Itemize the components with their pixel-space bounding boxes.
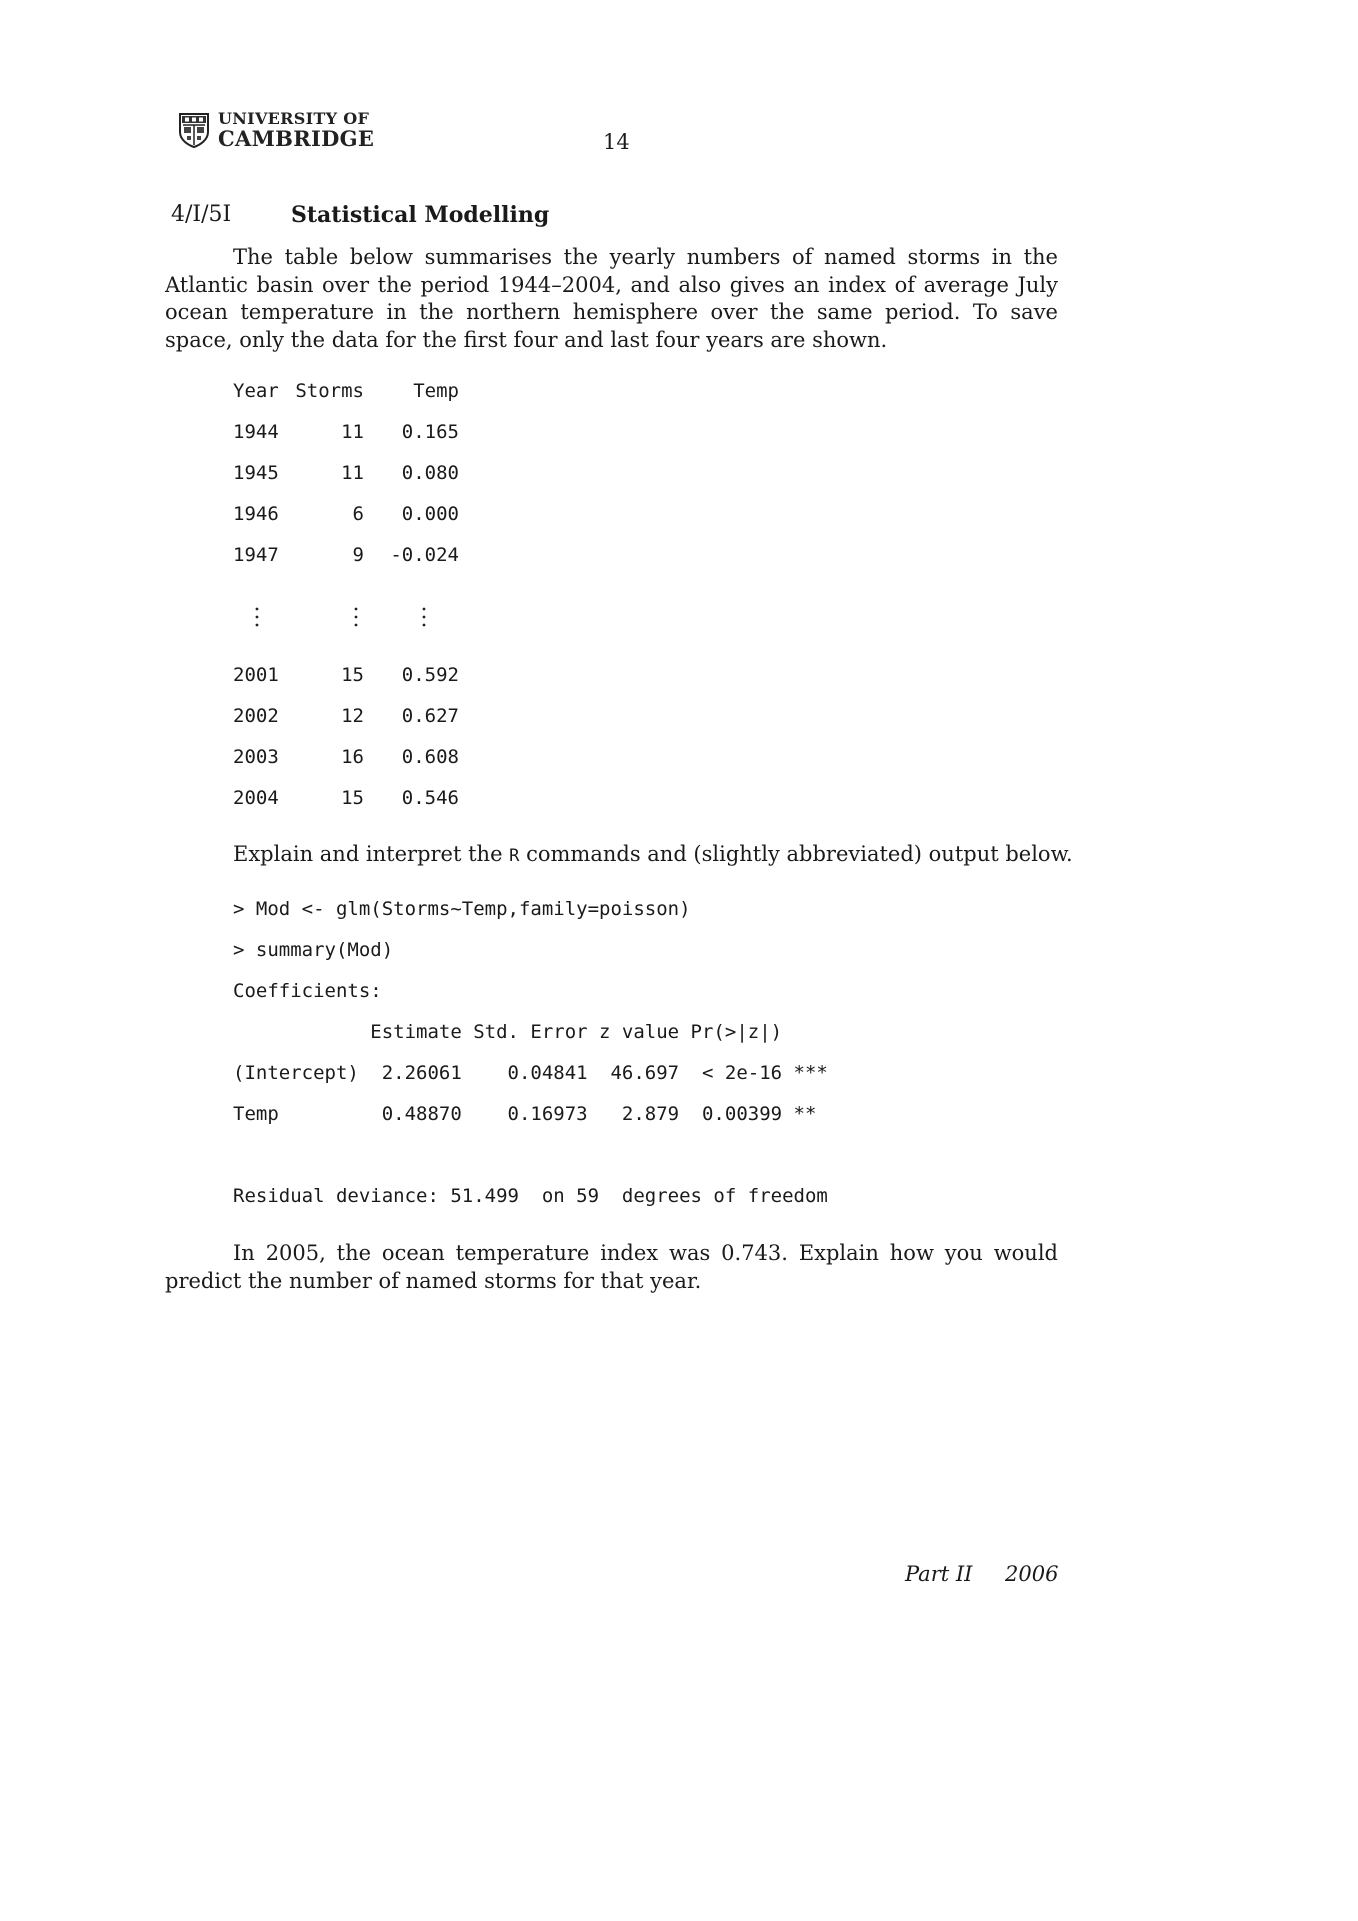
explain-instruction [233, 842, 1073, 866]
explain-text-before: Explain and interpret the [233, 842, 510, 866]
cell-temp: 0.592 [401, 664, 459, 686]
cambridge-crest-icon [178, 112, 210, 148]
cell-temp: 0.608 [401, 746, 459, 768]
cell-year: 2002 [233, 705, 279, 727]
residual-deviance-line: Residual deviance: 51.499 on 59 degrees of freedom [233, 1185, 828, 1207]
vertical-ellipsis-storms [353, 606, 359, 630]
intro-text: The table below summarises the yearly numbers of named storms in the Atlantic basin over the period 1944–2004, and also gives an index of average July ocean temperature in the northern hemisphere over the same period. To save space, only the data for the first four and last four years are shown. [165, 245, 1058, 352]
footer-part: Part II [905, 1562, 973, 1586]
cell-temp: 0.165 [401, 421, 459, 443]
cell-year: 2003 [233, 746, 279, 768]
page-number: 14 [603, 130, 630, 154]
code-line-glm: > Mod <- glm(Storms~Temp,family=poisson) [233, 898, 691, 920]
cell-year: 2001 [233, 664, 279, 686]
footer-year: 2006 [1005, 1562, 1059, 1586]
outro-paragraph [165, 1240, 1058, 1295]
cell-temp: 0.080 [401, 462, 459, 484]
cell-storms: 15 [341, 664, 364, 686]
cell-year: 1944 [233, 421, 279, 443]
question-title: Statistical Modelling [291, 202, 550, 228]
cell-storms: 16 [341, 746, 364, 768]
cell-temp: -0.024 [390, 544, 459, 566]
cell-year: 1946 [233, 503, 279, 525]
cell-storms: 11 [341, 421, 364, 443]
cell-storms: 12 [341, 705, 364, 727]
column-header-year: Year [233, 380, 279, 402]
vertical-ellipsis-temp [421, 606, 427, 630]
cell-storms: 9 [352, 544, 364, 566]
intro-paragraph [165, 244, 1058, 354]
column-header-temp: Temp [413, 380, 459, 402]
cell-temp: 0.627 [401, 705, 459, 727]
question-heading [171, 202, 549, 228]
logo-line-1: UNIVERSITY OF [218, 109, 370, 128]
cell-storms: 15 [341, 787, 364, 809]
coef-row-temp: Temp 0.48870 0.16973 2.879 0.00399 ** [233, 1103, 817, 1125]
explain-text-after: commands and (slightly abbreviated) output below. [519, 842, 1073, 866]
code-line-summary: > summary(Mod) [233, 939, 394, 961]
coef-table-header: Estimate Std. Error z value Pr(>|z|) [233, 1021, 783, 1043]
explain-code-r: R [509, 846, 520, 866]
cell-temp: 0.546 [401, 787, 459, 809]
logo-line-2: CAMBRIDGE [218, 126, 375, 151]
code-line-coefficients: Coefficients: [233, 980, 382, 1002]
cell-year: 2004 [233, 787, 279, 809]
cell-storms: 6 [352, 503, 364, 525]
cell-temp: 0.000 [401, 503, 459, 525]
cell-year: 1945 [233, 462, 279, 484]
cell-year: 1947 [233, 544, 279, 566]
university-logo [178, 111, 374, 149]
outro-text: In 2005, the ocean temperature index was 0.743. Explain how you would predict the number of named storms for that year. [165, 1241, 1058, 1293]
vertical-ellipsis-year [254, 606, 260, 630]
column-header-storms: Storms [295, 380, 364, 402]
question-id: 4/I/5I [171, 202, 232, 227]
coef-row-intercept: (Intercept) 2.26061 0.04841 46.697 < 2e-16 *** [233, 1062, 828, 1084]
cell-storms: 11 [341, 462, 364, 484]
